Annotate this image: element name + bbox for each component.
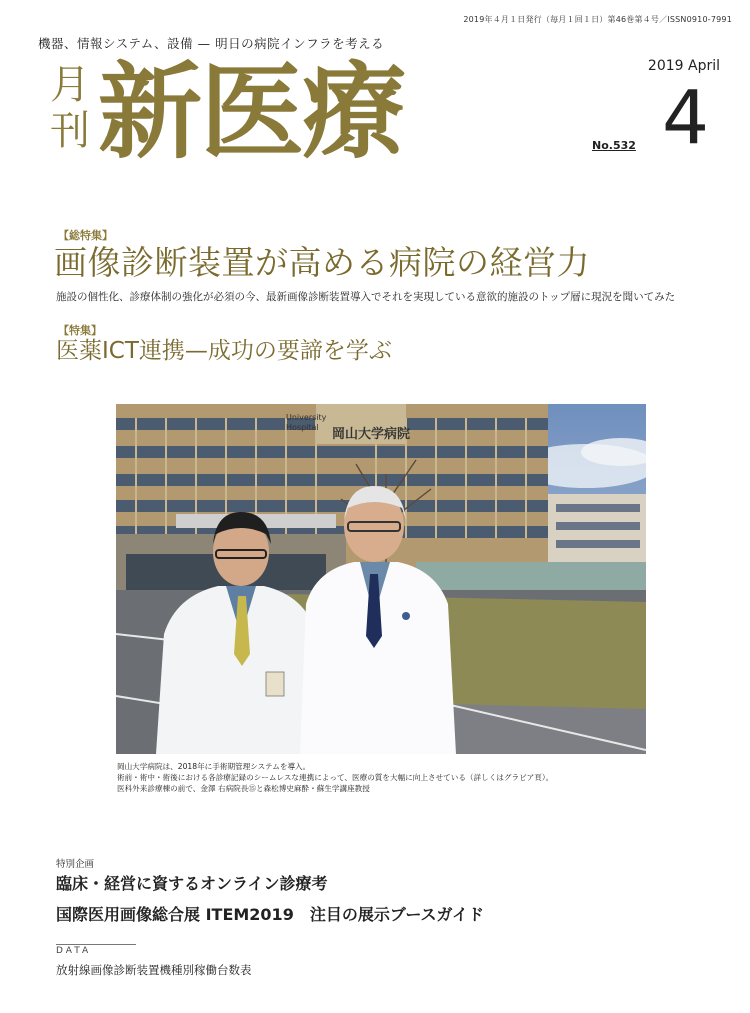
hospital-sign-jp: 岡山大学病院 bbox=[332, 427, 411, 442]
monthly-label bbox=[50, 62, 90, 154]
photo-caption bbox=[117, 761, 553, 794]
special-feature-2: 国際医用画像総合展 ITEM2019 注目の展示ブースガイド bbox=[56, 905, 485, 924]
monthly-label-char-2: 刊 bbox=[50, 108, 90, 154]
hospital-sign-en-2: Hospital bbox=[286, 423, 319, 432]
magazine-title: 新医療 bbox=[98, 51, 405, 173]
cover-photo bbox=[116, 404, 646, 754]
feature2-title: 医薬ICT連携—成功の要諦を学ぶ bbox=[56, 338, 392, 364]
issue-month-numeral: 4 bbox=[662, 75, 710, 161]
publication-info: 2019年４月１日発行（毎月１回１日）第46巻第４号／ISSN0910-7991 bbox=[463, 15, 732, 24]
caption-line-2: 術前・術中・術後における各診療記録のシームレスな連携によって、医療の質を大幅に向上させている（詳しくはグラビア頁）。 bbox=[117, 773, 554, 782]
issue-number: No.532 bbox=[592, 139, 636, 152]
magazine-tagline: 機器、情報システム、設備 — 明日の病院インフラを考える bbox=[38, 36, 385, 51]
cover-photo-illustration bbox=[116, 404, 646, 754]
data-section-tag: DATA bbox=[56, 944, 136, 956]
feature1-subtitle: 施設の個性化、診療体制の強化が必須の今、最新画像診断装置導入でそれを実現している意欲的施設のトップ層に現況を聞いてみた bbox=[56, 291, 676, 303]
special-feature-1: 臨床・経営に資するオンライン診療考 bbox=[56, 874, 328, 893]
special-feature-tag: 特別企画 bbox=[56, 859, 95, 870]
issue-date: 2019 April bbox=[647, 58, 720, 74]
monthly-label-char-1: 月 bbox=[50, 62, 90, 108]
hospital-sign-en-1: University bbox=[286, 413, 327, 422]
caption-line-3: 医科外来診療棟の前で、金澤 右病院長⑮と森松博史麻酔・蘇生学講座教授 bbox=[117, 784, 370, 793]
feature2-tag: 【特集】 bbox=[58, 324, 102, 337]
feature1-tag: 【総特集】 bbox=[58, 229, 113, 242]
data-section-title: 放射線画像診断装置機種別稼働台数表 bbox=[56, 963, 252, 977]
feature1-title: 画像診断装置が高める病院の経営力 bbox=[54, 243, 590, 282]
caption-line-1: 岡山大学病院は、2018年に手術期管理システムを導入。 bbox=[117, 762, 311, 771]
